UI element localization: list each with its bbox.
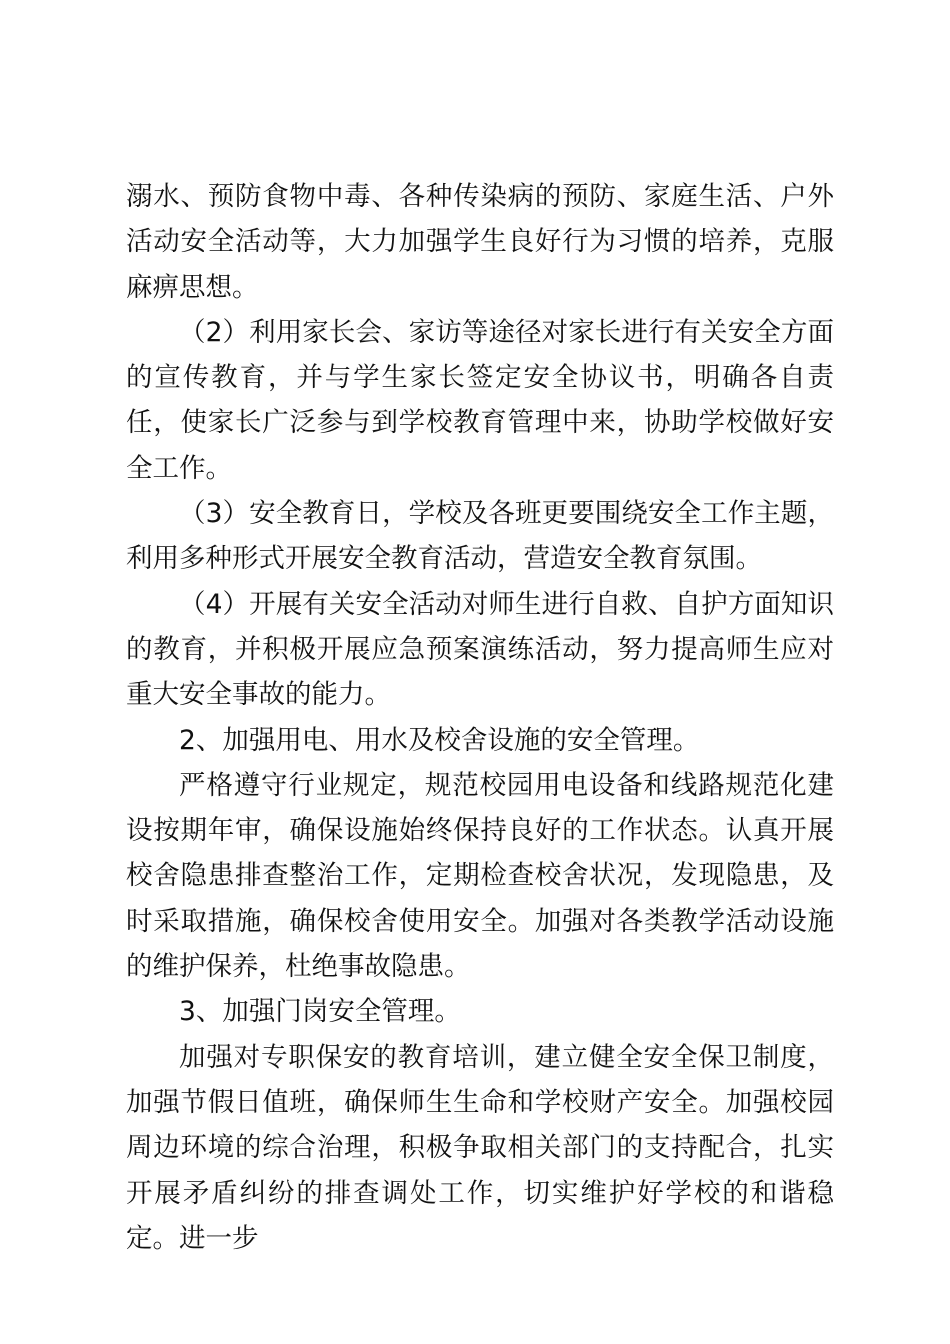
paragraph-item-3: （3）安全教育日，学校及各班更要围绕安全工作主题，利用多种形式开展安全教育活动，营造安全教育氛围。 <box>126 498 834 575</box>
paragraph-item-4: （4）开展有关安全活动对师生进行自救、自护方面知识的教育，并积极开展应急预案演练活动，努力提高师生应对重大安全事故的能力。 <box>126 588 834 711</box>
section-heading-2: 2、加强用电、用水及校舍设施的安全管理。 <box>179 724 700 756</box>
paragraph-facilities: 严格遵守行业规定，规范校园用电设备和线路规范化建设按期年审，确保设施始终保持良好的工作状态。认真开展校舍隐患排查整治工作，定期检查校舍状况，发现隐患，及时采取措施，确保校舍使用安全。加强对各类教学活动设施的维护保养，杜绝事故隐患。 <box>126 769 834 983</box>
paragraph-item-2: （2）利用家长会、家访等途径对家长进行有关安全方面的宣传教育，并与学生家长签定安全协议书，明确各自责任，使家长广泛参与到学校教育管理中来，协助学校做好安全工作。 <box>126 316 834 484</box>
document-body <box>126 174 834 1261</box>
paragraph-continuation: 溺水、预防食物中毒、各种传染病的预防、家庭生活、户外活动安全活动等，大力加强学生良好行为习惯的培养，克服麻痹思想。 <box>126 181 834 303</box>
section-heading-3: 3、加强门岗安全管理。 <box>179 996 461 1028</box>
paragraph-gate-security: 加强对专职保安的教育培训，建立健全安全保卫制度，加强节假日值班，确保师生生命和学校财产安全。加强校园周边环境的综合治理，积极争取相关部门的支持配合，扎实开展矛盾纠纷的排查调处工作，切实维护好学校的和谐稳定。进一步 <box>126 1041 834 1254</box>
